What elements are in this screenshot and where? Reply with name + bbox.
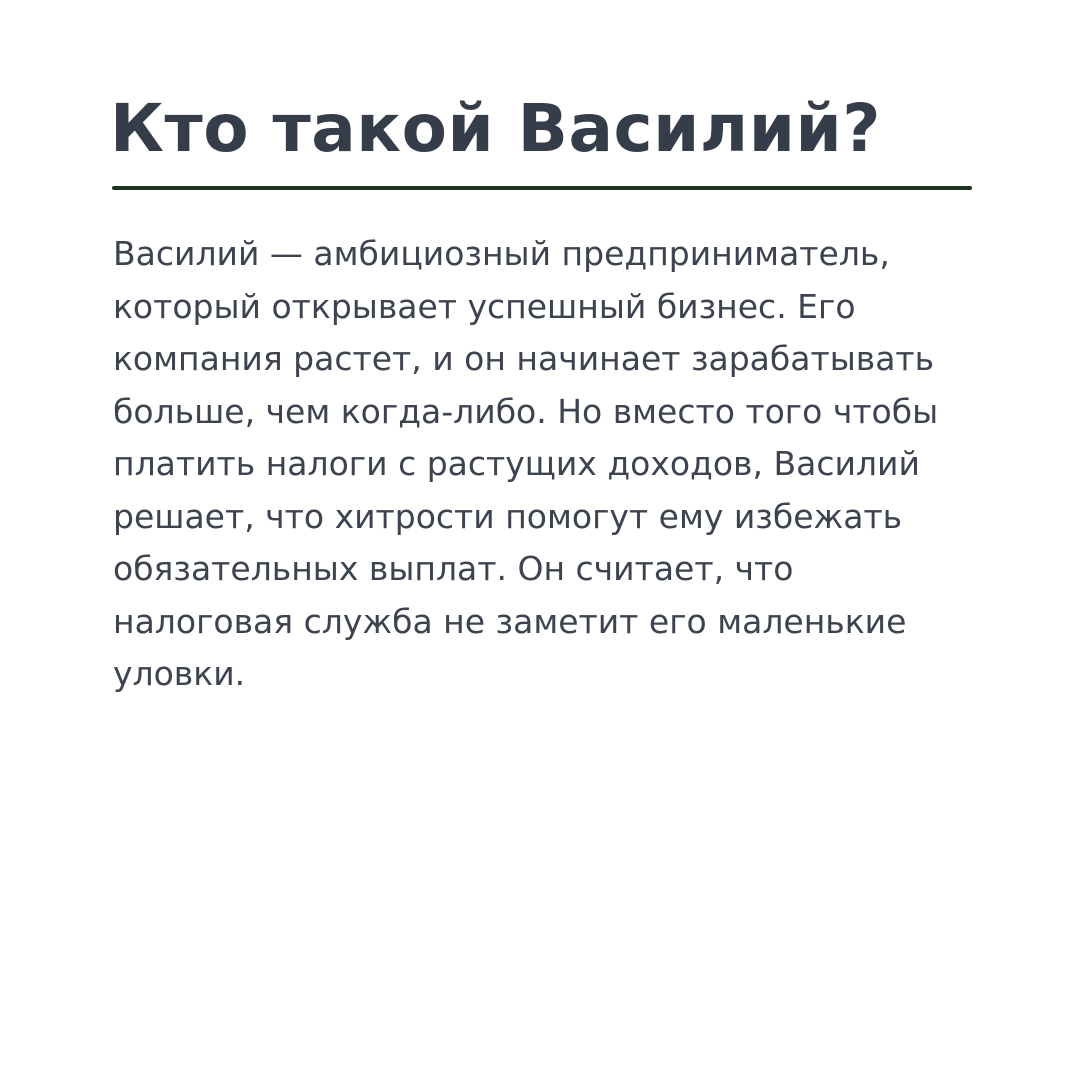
body-line: компания растет, и он начинает зарабатывать: [113, 339, 935, 378]
body-line: платить налоги с растущих доходов, Василий: [113, 444, 920, 483]
body-line: уловки.: [113, 654, 246, 693]
body-line: решает, что хитрости помогут ему избежать: [113, 496, 903, 536]
body-line: больше, чем когда-либо. Но вместо того чтобы: [113, 391, 939, 431]
body-paragraph: [113, 228, 993, 701]
title-divider: [112, 186, 972, 190]
body-line: налоговая служба не заметит его маленькие: [113, 601, 907, 641]
page-title: Кто такой Василий?: [110, 90, 881, 167]
body-line: Василий — амбициозный предприниматель,: [113, 234, 890, 273]
body-line: который открывает успешный бизнес. Его: [113, 286, 856, 326]
body-line: обязательных выплат. Он считает, что: [113, 549, 794, 588]
